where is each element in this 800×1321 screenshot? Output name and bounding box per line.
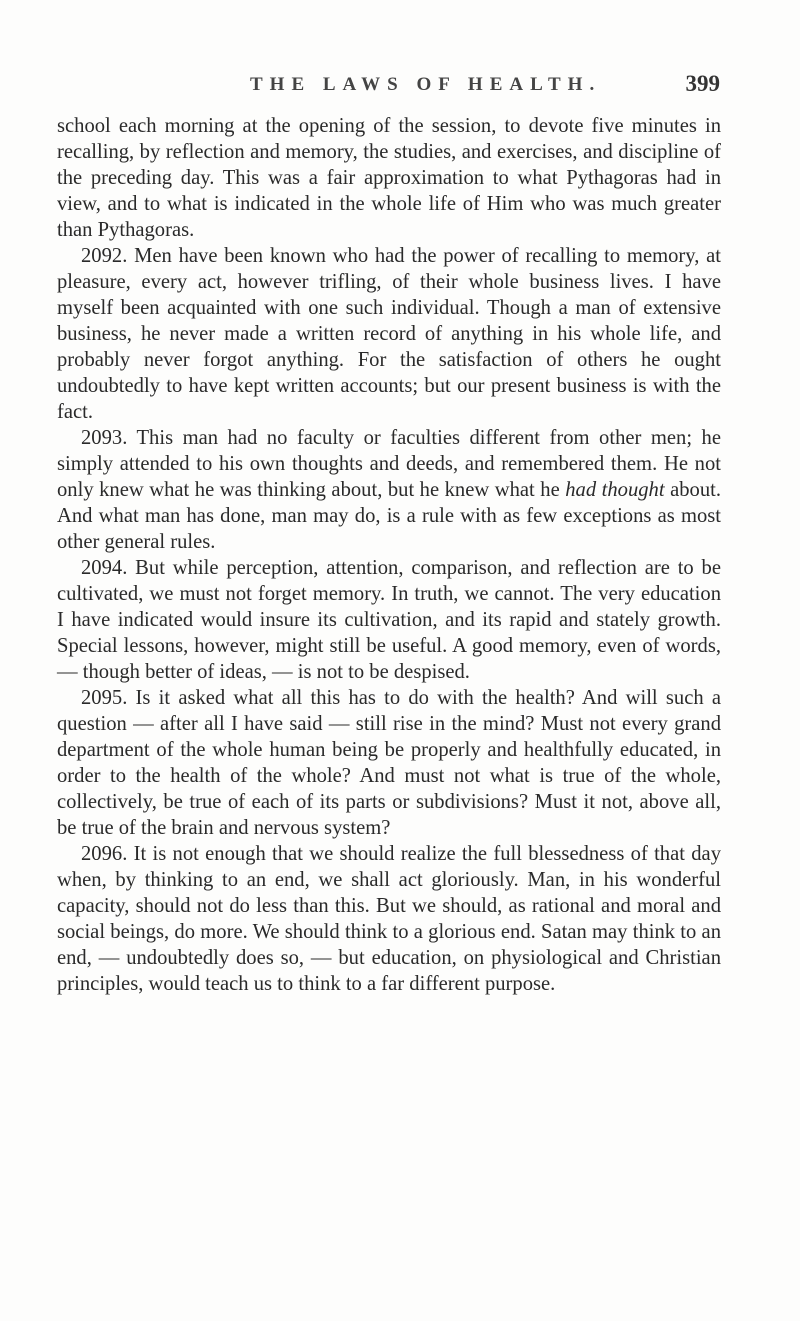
running-title: THE LAWS OF HEALTH. <box>250 74 602 95</box>
running-header <box>250 71 720 104</box>
body-text <box>57 113 721 997</box>
paragraph-2093 <box>57 425 721 555</box>
paragraph-2093-text-end: about. And what man has done, man may do, is a rule with as few exceptions as most other general rules. <box>57 479 722 553</box>
italic-emphasis: had thought <box>565 479 665 501</box>
paragraph-2092: 2092. Men have been known who had the power of recalling to memory, at pleasure, every act, however trifling, of their whole business lives. I have myself been acquainted with one such individual. Though a man of extensive business, he never made a written record of anything in his whole life, and probably never forgot anything. For the satisfaction of others he ought undoubtedly to have kept written accounts; but our present business is with the fact. <box>57 245 721 423</box>
page-number: 399 <box>685 71 720 96</box>
continued-paragraph: school each morning at the opening of the session, to devote five minutes in recalling, by reflection and memory, the studies, and exercises, and discipline of the preceding day. This was a fair approximation to what Pythagoras had in view, and to what is indicated in the whole life of Him who was much greater than Pythagoras. <box>57 115 721 241</box>
paragraph-2094: 2094. But while perception, attention, comparison, and reflection are to be cultivated, we must not forget memory. In truth, we cannot. The very education I have indicated would insure its cultivation, and its rapid and stately growth. Special lessons, however, might still be useful. A good memory, even of words, — though better of ideas, — is not to be despised. <box>57 557 721 683</box>
paragraph-2095: 2095. Is it asked what all this has to do with the health? And will such a question — after all I have said — still rise in the mind? Must not every grand department of the whole human being be properly and healthfully educated, in order to the health of the whole? And must not what is true of the whole, collectively, be true of each of its parts or subdivisions? Must it not, above all, be true of the brain and nervous system? <box>57 687 721 839</box>
paragraph-2096: 2096. It is not enough that we should realize the full blessedness of that day when, by thinking to an end, we shall act gloriously. Man, in his wonderful capacity, should not do less than this. But we should, as rational and moral and social beings, do more. We should think to a glorious end. Satan may think to an end, — undoubtedly does so, — but education, on physiological and Christian principles, would teach us to think to a far different purpose. <box>57 843 721 995</box>
paragraph-2093-text-start: 2093. This man had no faculty or faculties different from other men; he simply attended to his own thoughts and deeds, and remembered them. He not only knew what he was thinking about, but he knew what he <box>57 427 721 501</box>
